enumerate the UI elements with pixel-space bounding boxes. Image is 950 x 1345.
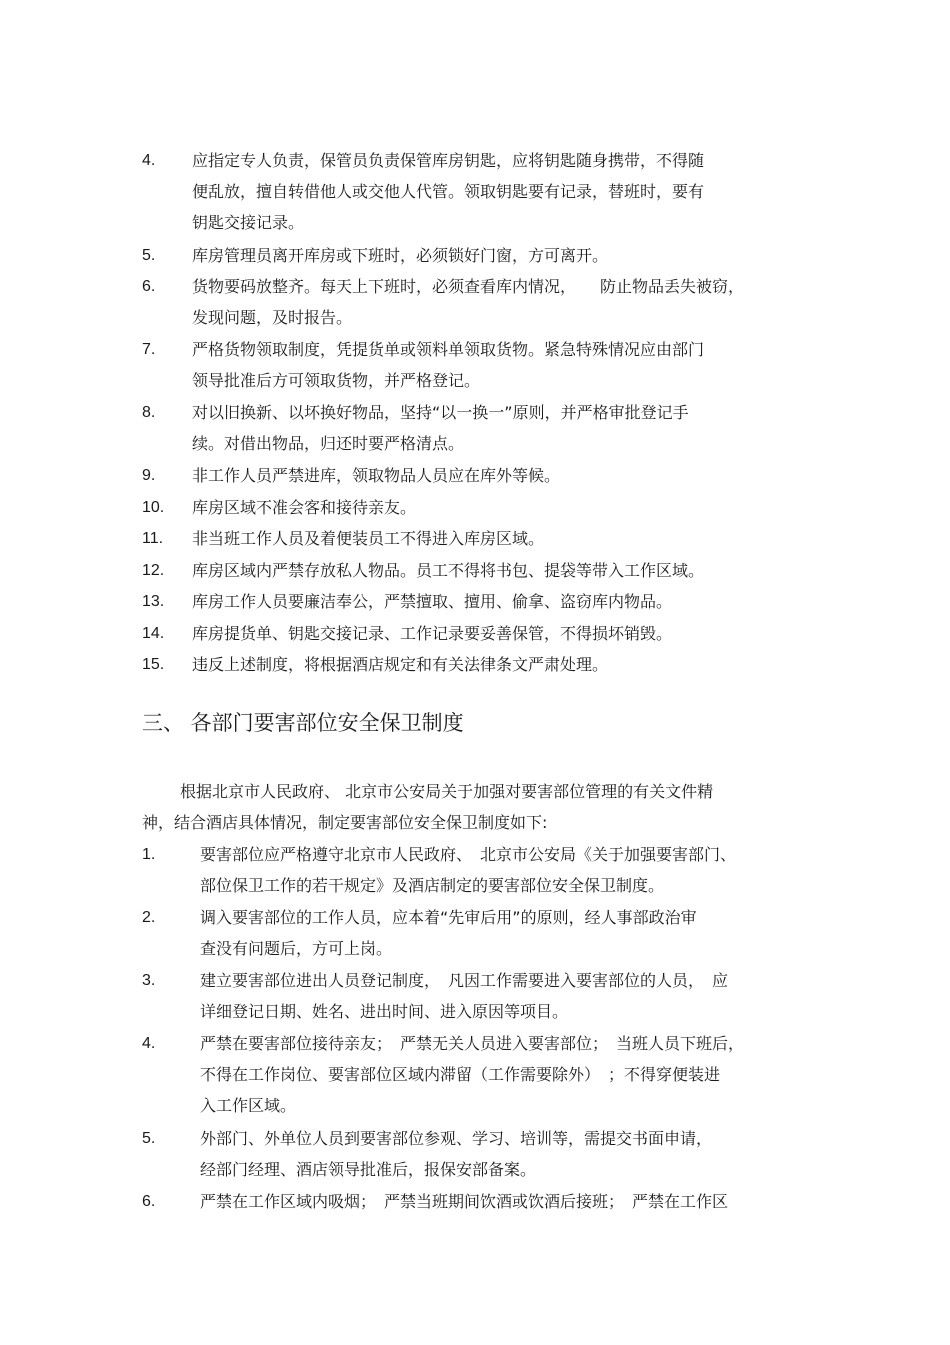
intro-line: 根据北京市人民政府、 北京市公安局关于加强对要害部位管理的有关文件精 — [180, 782, 714, 801]
list-item-text — [192, 586, 672, 617]
text-line: 严格货物领取制度，凭提货单或领料单领取货物。紧急特殊情况应由部门 — [192, 340, 705, 359]
list-item-text — [192, 397, 689, 459]
list-item-number: 15. — [142, 656, 165, 673]
text-line: 外部门、外单位人员到要害部位参观、学习、培训等，需提交书面申请， — [200, 1128, 713, 1148]
list-item-text — [200, 902, 697, 964]
text-line: 调入要害部位的工作人员，应本着“先审后用”的原则，经人事部政治审 — [200, 908, 697, 927]
text-line: 领导批准后方可领取货物，并严格登记。 — [192, 371, 481, 390]
text-line: 严禁在要害部位接待亲友； 严禁无关人员进入要害部位； 当班人员下班后， — [200, 1034, 745, 1053]
intro-line: 神，结合酒店具体情况，制定要害部位安全保卫制度如下: — [142, 813, 548, 832]
list-item-text — [192, 334, 704, 396]
list-item-text — [192, 523, 544, 554]
list-item-number: 3. — [142, 972, 156, 989]
list-item-number: 6. — [142, 278, 156, 295]
text-line: 发现问题，及时报告。 — [192, 308, 353, 327]
list-item-number: 6. — [142, 1192, 156, 1210]
text-line: 续。对借出物品，归还时要严格清点。 — [192, 434, 465, 453]
text-line: 部位保卫工作的若干规定》及酒店制定的要害部位安全保卫制度。 — [200, 876, 665, 895]
list-item-number: 14. — [142, 624, 165, 642]
list-item-text — [200, 1028, 744, 1121]
list-item-text — [200, 1186, 728, 1217]
text-line: 应指定专人负责，保管员负责保管库房钥匙，应将钥匙随身携带，不得随 — [192, 151, 705, 170]
list-item-number: 9. — [142, 467, 156, 484]
text-line: 库房区域不准会客和接待亲友。 — [192, 497, 417, 517]
list-item-text — [192, 492, 416, 523]
text-line: 经部门经理、酒店领导批准后，报保安部备案。 — [200, 1159, 537, 1179]
list-item-number: 1. — [142, 846, 156, 863]
text-line: 钥匙交接记录。 — [192, 213, 305, 232]
text-line: 库房管理员离开库房或下班时，必须锁好门窗，方可离开。 — [192, 245, 609, 265]
list-item-number: 4. — [142, 152, 156, 169]
list-item-number: 13. — [142, 593, 165, 610]
text-line: 库房提货单、钥匙交接记录、工作记录要妥善保管，不得损坏销毁。 — [192, 623, 673, 643]
list-item-text — [192, 460, 560, 491]
list-item-text — [192, 649, 608, 680]
list-item-number: 7. — [142, 341, 156, 358]
list-item-number: 5. — [142, 246, 156, 264]
list-item-text — [192, 555, 704, 586]
list-item-number: 10. — [142, 498, 165, 516]
text-line: 违反上述制度，将根据酒店规定和有关法律条文严肃处理。 — [192, 655, 609, 674]
text-line: 要害部位应严格遵守北京市人民政府、 北京市公安局《关于加强要害部门、 — [200, 845, 737, 864]
list-item-text — [200, 839, 736, 901]
text-line: 非工作人员严禁进库，领取物品人员应在库外等候。 — [192, 466, 561, 485]
text-line: 库房工作人员要廉洁奉公，严禁擅取、擅用、偷拿、盗窃库内物品。 — [192, 592, 673, 611]
text-line: 货物要码放整齐。每天上下班时，必须查看库内情况， 防止物品丢失被窃， — [192, 277, 745, 296]
section-heading: 三、 各部门要害部位安全保卫制度 — [142, 711, 464, 735]
text-line: 库房区域内严禁存放私人物品。员工不得将书包、提袋等带入工作区域。 — [192, 560, 705, 580]
text-line: 查没有问题后，方可上岗。 — [200, 939, 393, 958]
list-item-number: 11. — [142, 530, 164, 547]
text-line: 入工作区域。 — [200, 1096, 297, 1115]
intro-paragraph — [142, 776, 713, 838]
list-item-text — [192, 240, 608, 271]
text-line: 详细登记日期、姓名、进出时间、进入原因等项目。 — [200, 1002, 569, 1021]
list-item-number: 2. — [142, 909, 156, 926]
list-item-number: 5. — [142, 1129, 156, 1147]
list-item-number: 4. — [142, 1035, 156, 1052]
list-item-text — [192, 271, 744, 333]
list-item-text — [200, 1123, 712, 1185]
text-line: 建立要害部位进出人员登记制度， 凡因工作需要进入要害部位的人员， 应 — [200, 971, 729, 990]
list-item-text — [192, 618, 672, 649]
text-line: 对以旧换新、以坏换好物品，坚持“以一换一”原则，并严格审批登记手 — [192, 403, 689, 422]
list-item-text — [200, 965, 728, 1027]
list-item-number: 8. — [142, 404, 156, 421]
list-item-number: 12. — [142, 561, 165, 579]
text-line: 不得在工作岗位、要害部位区域内滞留（工作需要除外） ；不得穿便装进 — [200, 1065, 721, 1084]
text-line: 便乱放，擅自转借他人或交他人代管。领取钥匙要有记录，替班时，要有 — [192, 182, 705, 201]
list-item-text — [192, 145, 704, 238]
text-line: 严禁在工作区域内吸烟； 严禁当班期间饮酒或饮酒后接班； 严禁在工作区 — [200, 1191, 729, 1211]
text-line: 非当班工作人员及着便装员工不得进入库房区域。 — [192, 529, 545, 548]
